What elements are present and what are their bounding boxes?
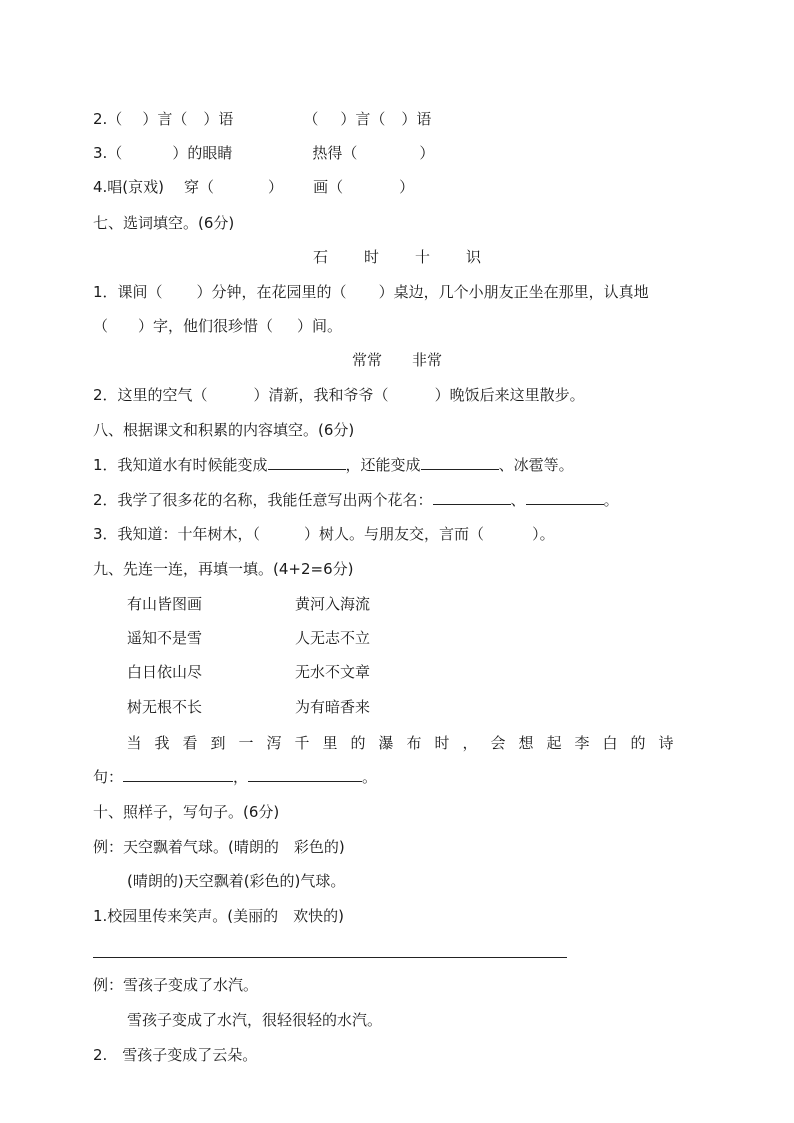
s9-match-row: [127, 594, 371, 614]
s7-word-bank-1: 石 时 十 识: [312, 248, 482, 266]
s7-q1-line-a: 1．课间（ ）分钟，在花园里的（ ）桌边，几个小朋友正坐在那里，认真地: [93, 283, 649, 301]
sentence-char: 白: [602, 734, 618, 752]
s9-sentence: [120, 733, 680, 753]
sentence-char: 我: [154, 734, 170, 752]
sentence-char: 到: [210, 734, 226, 752]
s10-example-1: 例：天空飘着气球。(晴朗的 彩色的): [93, 838, 345, 856]
sentence-char: 瀑: [378, 734, 394, 752]
sentence-char: 诗: [658, 734, 674, 752]
answer-blank[interactable]: [433, 490, 511, 505]
sentence-char: 泻: [266, 734, 282, 752]
s7-word-bank-2: 常常 非常: [351, 351, 443, 369]
s8-q2: 2．我学了很多花的名称，我能任意写出两个花名： 、 。: [93, 491, 619, 509]
sentence-char: 会: [490, 734, 506, 752]
s10-example-2-answer: 雪孩子变成了水汽，很轻很轻的水汽。: [127, 1011, 383, 1029]
sentence-char: 的: [630, 734, 646, 752]
sentence-char: 里: [322, 734, 338, 752]
s10-q2: 2. 雪孩子变成了云朵。: [93, 1046, 258, 1064]
match-left-item[interactable]: 白日依山尽: [127, 663, 203, 681]
s9-sentence-end: 句： ， 。: [93, 768, 378, 786]
sentence-char: 千: [294, 734, 310, 752]
s6-line-2: 2.（ ）言（ ）语 （ ）言（ ）语: [93, 110, 432, 128]
answer-blank[interactable]: [526, 490, 604, 505]
answer-blank[interactable]: [421, 455, 499, 470]
s10-example-1-answer: (晴朗的)天空飘着(彩色的)气球。: [127, 872, 346, 890]
sentence-char: 时: [434, 734, 450, 752]
sentence-char: 一: [238, 734, 254, 752]
s10-example-2: 例：雪孩子变成了水汽。: [93, 976, 259, 994]
sentence-char: 当: [126, 734, 142, 752]
s6-line-4: 4.唱(京戏) 穿（ ） 画（ ）: [93, 178, 415, 196]
answer-blank[interactable]: [268, 455, 346, 470]
s8-heading: 八、根据课文和积累的内容填空。(6分): [93, 421, 355, 439]
match-right-item[interactable]: 人无志不立: [295, 629, 371, 647]
answer-blank[interactable]: [123, 767, 233, 782]
sentence-char: 想: [518, 734, 534, 752]
sentence-char: 李: [574, 734, 590, 752]
sentence-char: 看: [182, 734, 198, 752]
s9-match-row: [127, 628, 371, 648]
s9-match-row: [127, 697, 371, 717]
match-right-item[interactable]: 为有暗香来: [295, 698, 371, 716]
sentence-char: 布: [406, 734, 422, 752]
answer-line[interactable]: [93, 957, 567, 958]
sentence-char: 的: [350, 734, 366, 752]
s7-q2: 2．这里的空气（ ）清新，我和爷爷（ ）晚饭后来这里散步。: [93, 386, 585, 404]
s9-heading: 九、先连一连，再填一填。(4+2=6分): [93, 560, 354, 578]
s10-q1: 1.校园里传来笑声。(美丽的 欢快的): [93, 907, 345, 925]
answer-blank[interactable]: [248, 767, 362, 782]
match-left-item[interactable]: 遥知不是雪: [127, 629, 203, 647]
s7-heading: 七、选词填空。(6分): [93, 214, 235, 232]
s8-q3: 3．我知道：十年树木，（ ）树人。与朋友交，言而（ ）。: [93, 525, 555, 543]
s9-match-row: [127, 662, 371, 682]
match-right-item[interactable]: 黄河入海流: [295, 595, 371, 613]
s6-line-3: 3.（ ）的眼睛 热得（ ）: [93, 144, 435, 162]
match-left-item[interactable]: 有山皆图画: [127, 595, 203, 613]
match-left-item[interactable]: 树无根不长: [127, 698, 203, 716]
s10-heading: 十、照样子，写句子。(6分): [93, 803, 280, 821]
s8-q1: 1．我知道水有时候能变成 ，还能变成 、冰雹等。: [93, 456, 574, 474]
match-right-item[interactable]: 无水不文章: [295, 663, 371, 681]
sentence-char: ，: [462, 734, 478, 752]
s7-q1-line-b: （ ）字，他们很珍惜（ ）间。: [93, 317, 343, 335]
sentence-char: 起: [546, 734, 562, 752]
